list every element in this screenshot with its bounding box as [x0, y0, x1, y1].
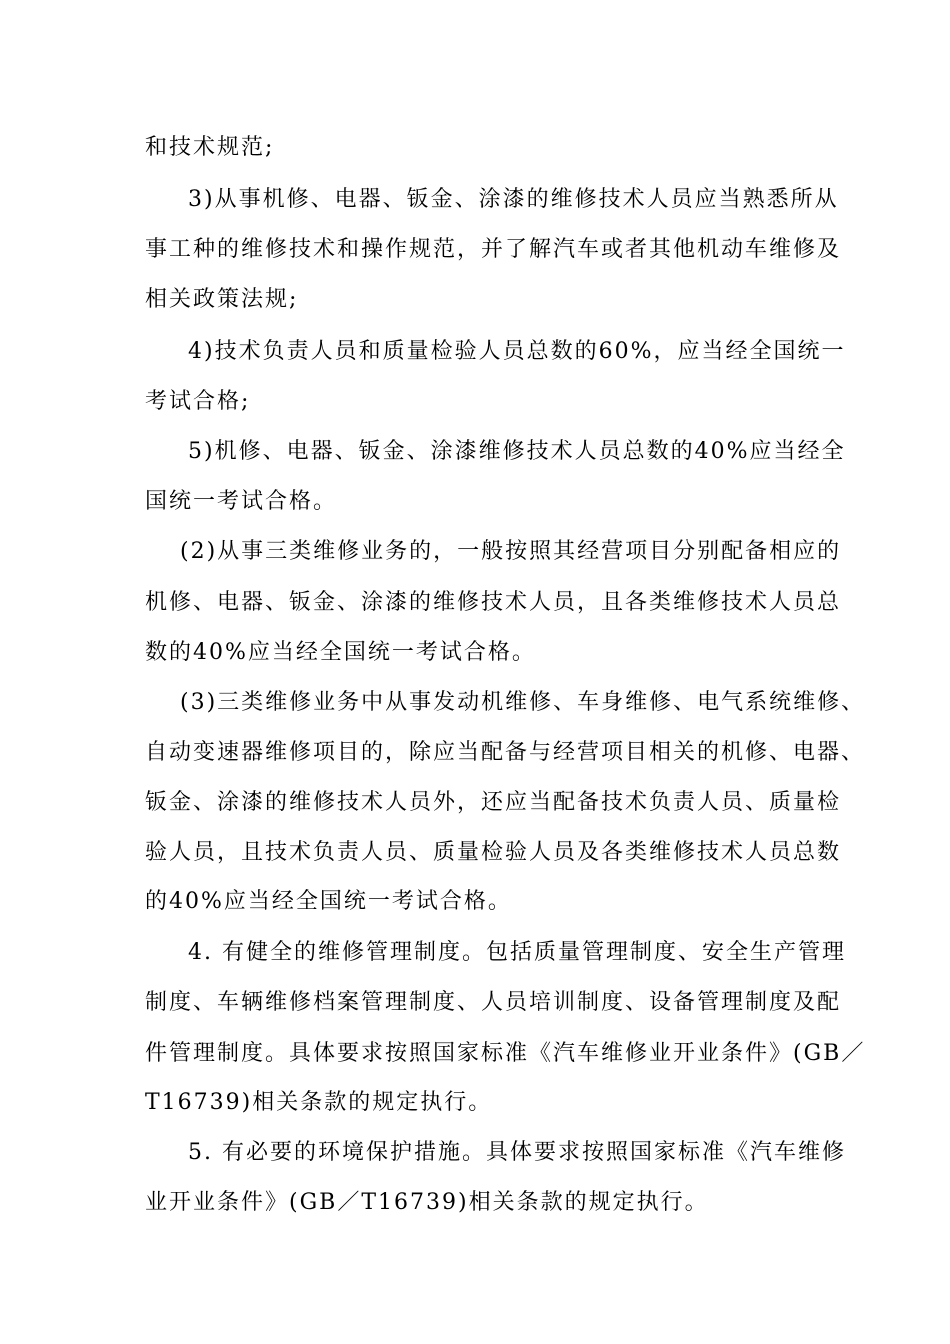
text-line: 自动变速器维修项目的，除应当配备与经营项目相关的机修、电器、	[145, 740, 866, 765]
text-line: 制度、车辆维修档案管理制度、人员培训制度、设备管理制度及配	[145, 990, 842, 1015]
text-line: 3)从事机修、电器、钣金、涂漆的维修技术人员应当熟悉所从	[188, 187, 839, 212]
text-line: 件管理制度。具体要求按照国家标准《汽车维修业开业条件》(GB／	[145, 1041, 866, 1066]
text-line: 国统一考试合格。	[145, 489, 338, 514]
text-line: 验人员，且技术负责人员、质量检验人员及各类维修技术人员总数	[145, 840, 842, 865]
text-line: 相关政策法规;	[145, 287, 299, 312]
text-line: 4. 有健全的维修管理制度。包括质量管理制度、安全生产管理	[188, 940, 846, 965]
text-line: 机修、电器、钣金、涂漆的维修技术人员，且各类维修技术人员总	[145, 590, 842, 615]
text-line: 5. 有必要的环境保护措施。具体要求按照国家标准《汽车维修	[188, 1140, 846, 1165]
text-line: 钣金、涂漆的维修技术人员外，还应当配备技术负责人员、质量检	[145, 790, 842, 815]
text-line: 事工种的维修技术和操作规范，并了解汽车或者其他机动车维修及	[145, 237, 842, 262]
text-line: 5)机修、电器、钣金、涂漆维修技术人员总数的40%应当经全	[188, 439, 846, 464]
text-line: 考试合格;	[145, 389, 251, 414]
text-line: (3)三类维修业务中从事发动机维修、车身维修、电气系统维修、	[180, 690, 866, 715]
text-line: 和技术规范;	[145, 135, 275, 160]
text-line: T16739)相关条款的规定执行。	[145, 1090, 493, 1115]
text-line: 4)技术负责人员和质量检验人员总数的60%，应当经全国统一	[188, 339, 846, 364]
text-line: 业开业条件》(GB／T16739)相关条款的规定执行。	[145, 1190, 709, 1215]
text-line: (2)从事三类维修业务的，一般按照其经营项目分别配备相应的	[180, 539, 842, 564]
text-line: 数的40%应当经全国统一考试合格。	[145, 640, 536, 665]
text-line: 的40%应当经全国统一考试合格。	[145, 889, 512, 914]
